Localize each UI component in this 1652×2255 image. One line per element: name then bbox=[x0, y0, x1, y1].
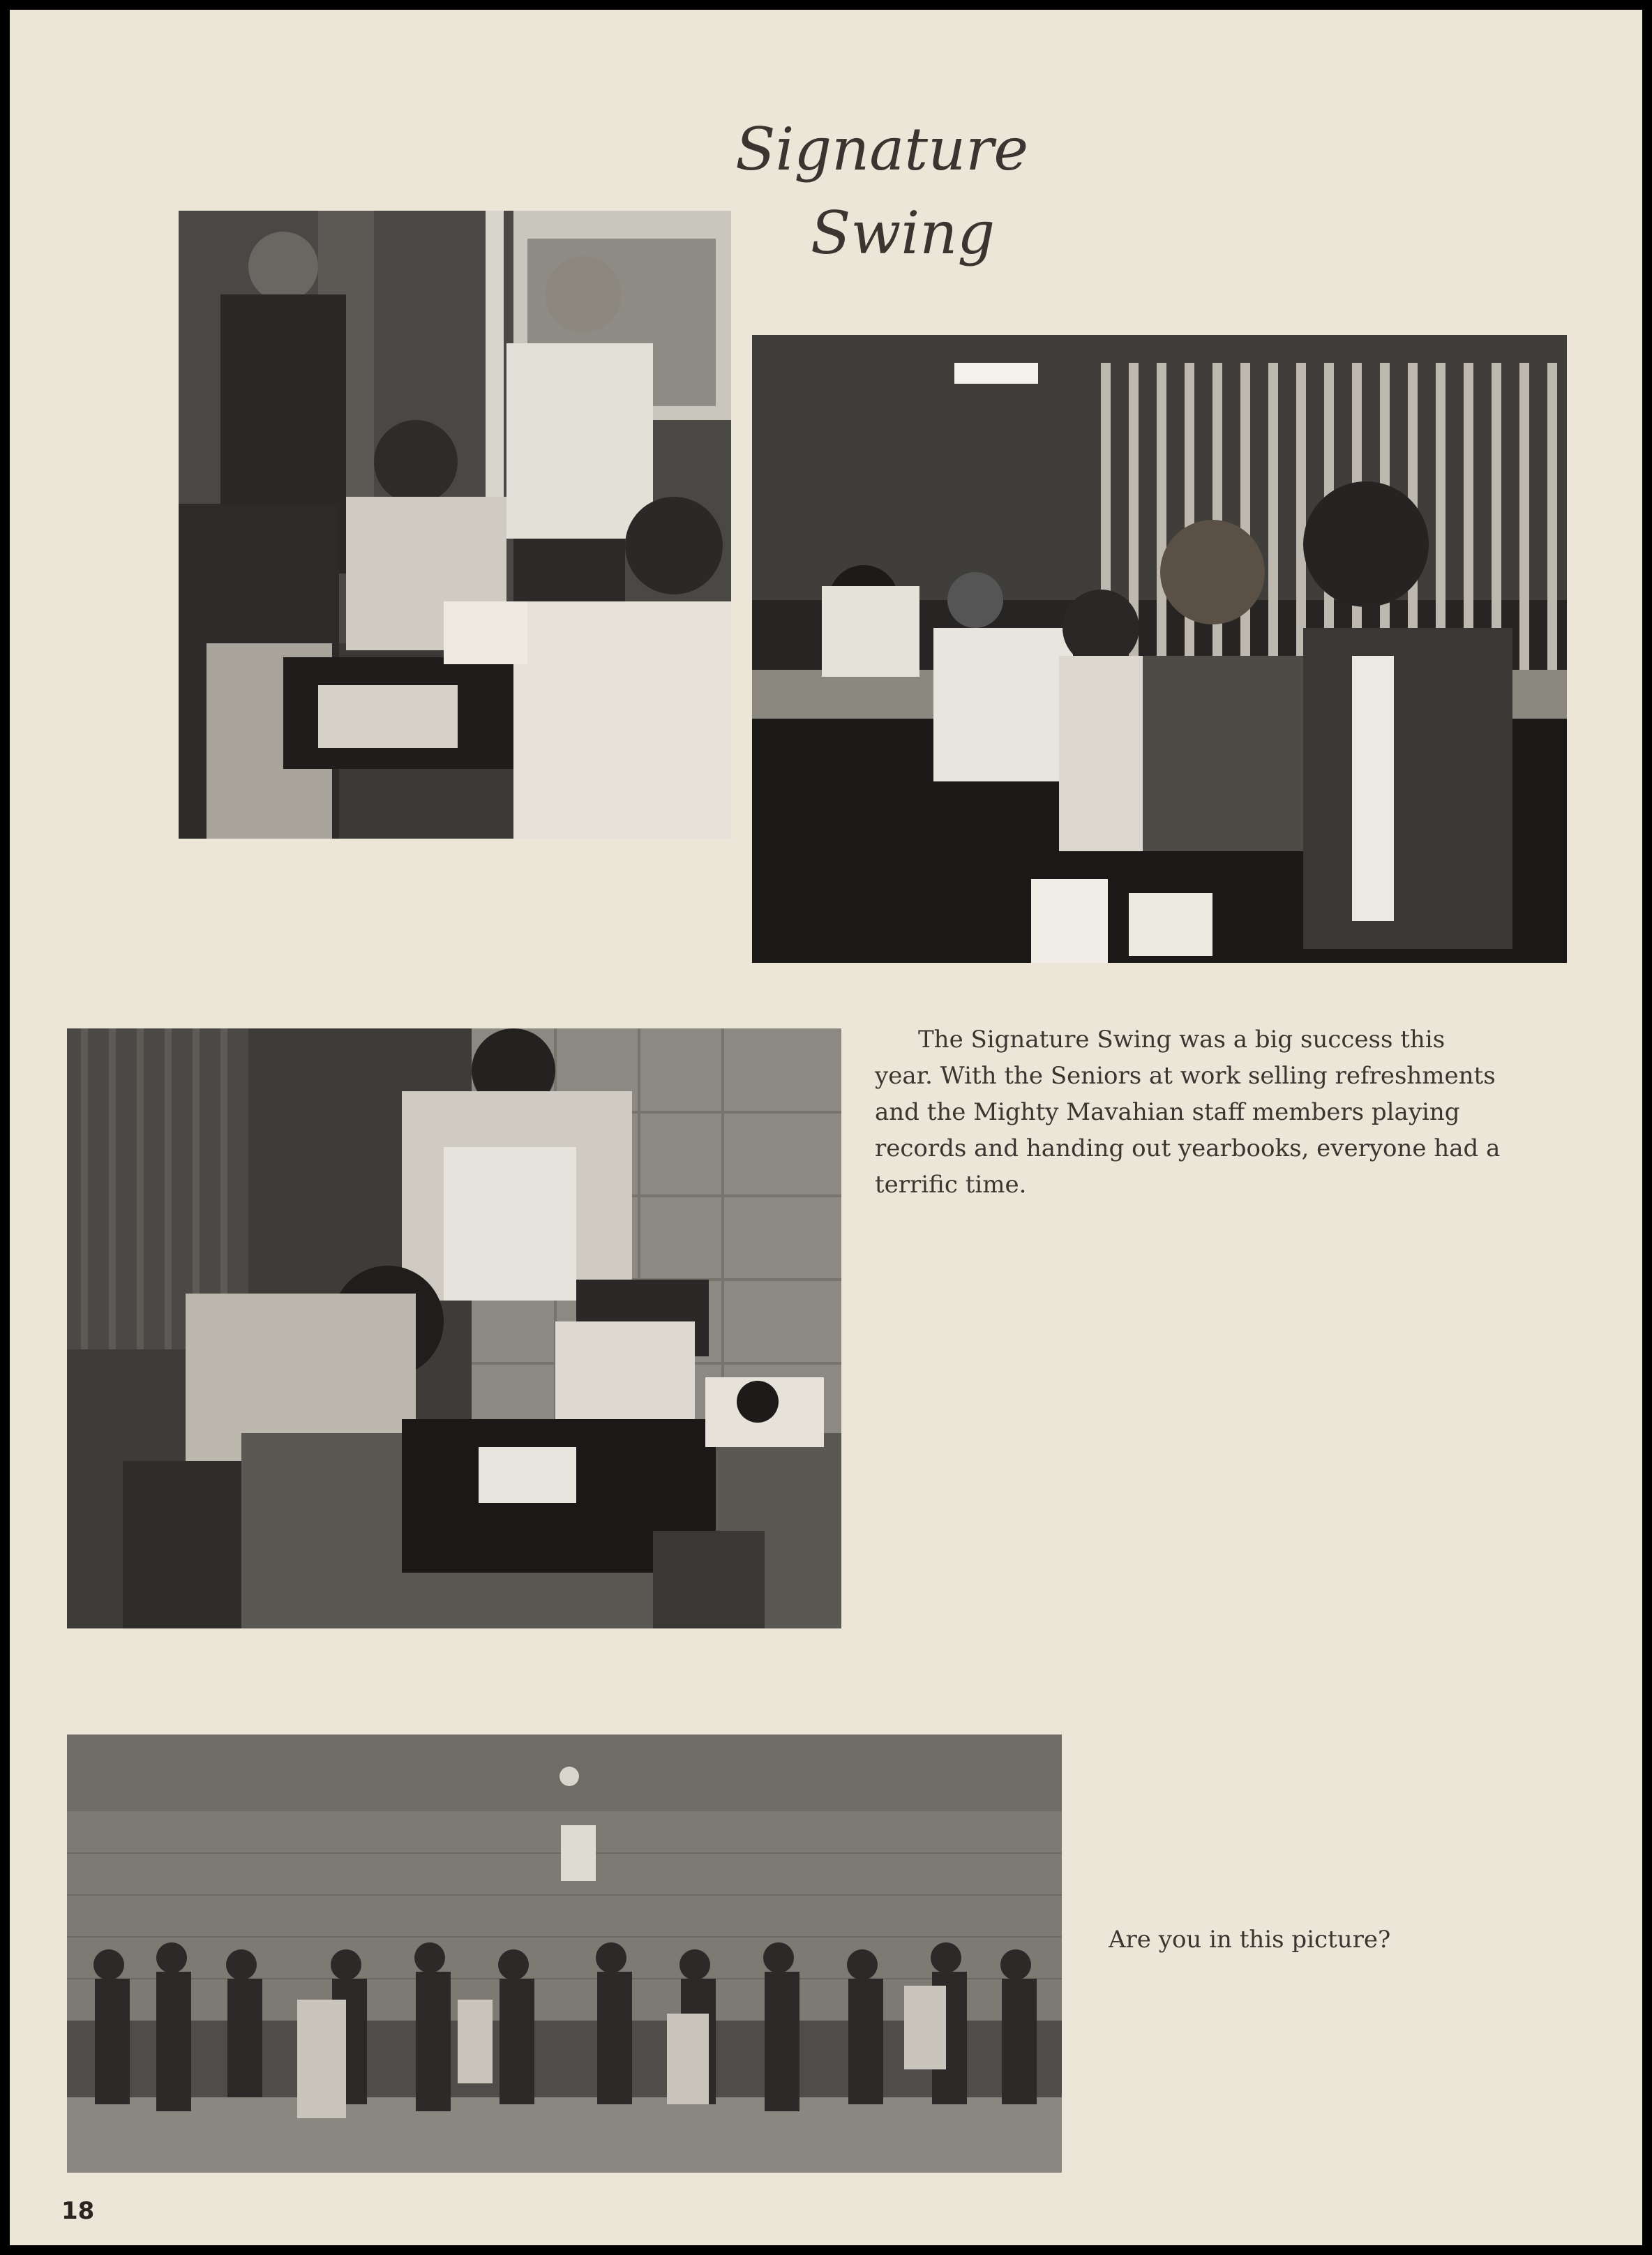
title-line-1: Signature bbox=[735, 115, 1029, 183]
caption-paragraph: The Signature Swing was a big success this year. With the Seniors at work selling refreshments and the Mighty Mavahian staff members playing records and handing out yearbooks, everyone had a terrific time. bbox=[875, 1026, 1501, 1199]
caption-bottom: Are you in this picture? bbox=[1109, 1926, 1391, 1954]
photo-crowd-in-gym bbox=[67, 1735, 1062, 2173]
photo-4-image bbox=[67, 1735, 1062, 2173]
yearbook-page bbox=[10, 10, 1642, 2245]
photo-3-image bbox=[67, 1028, 841, 1628]
photo-2-image bbox=[752, 335, 1567, 963]
page-title bbox=[735, 107, 1028, 275]
photo-refreshment-counter bbox=[752, 335, 1567, 963]
photo-staff-playing-records bbox=[67, 1028, 841, 1628]
photo-students-signing-yearbooks bbox=[179, 211, 731, 839]
photo-1-image bbox=[179, 211, 731, 839]
title-line-2: Swing bbox=[810, 199, 996, 267]
page-number: 18 bbox=[61, 2197, 95, 2225]
